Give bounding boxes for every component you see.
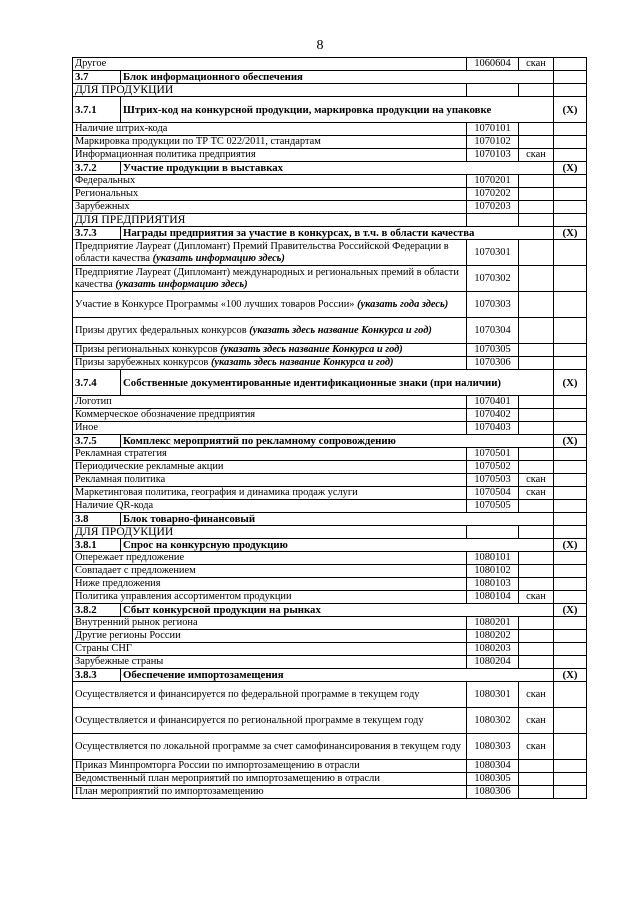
group-header-row	[73, 526, 587, 539]
item-label: Политика управления ассортиментом продукции	[73, 591, 467, 604]
subsection-header-row	[73, 370, 587, 396]
flag-cell	[554, 396, 587, 409]
group-label: ДЛЯ ПРОДУКЦИИ	[73, 526, 467, 539]
scan-cell	[519, 318, 554, 344]
form-table	[72, 57, 587, 799]
item-code: 1070503	[467, 474, 519, 487]
item-code: 1080305	[467, 773, 519, 786]
flag-cell	[554, 214, 587, 227]
scan-cell: скан	[519, 487, 554, 500]
table-row	[73, 409, 587, 422]
item-label: Внутренний рынок региона	[73, 617, 467, 630]
table-row	[73, 58, 587, 71]
flag-cell	[554, 136, 587, 149]
table-row	[73, 461, 587, 474]
flag-cell	[554, 591, 587, 604]
scan-cell	[519, 188, 554, 201]
table-row	[73, 188, 587, 201]
table-row	[73, 656, 587, 669]
scan-cell	[519, 357, 554, 370]
scan-cell: скан	[519, 149, 554, 162]
table-row	[73, 552, 587, 565]
item-code: 1080203	[467, 643, 519, 656]
item-code: 1060604	[467, 58, 519, 71]
table-row	[73, 357, 587, 370]
scan-cell	[519, 643, 554, 656]
table-row	[73, 786, 587, 799]
section-number: 3.7.4	[73, 370, 121, 396]
item-code: 1070501	[467, 448, 519, 461]
applicability-flag: (Х)	[554, 604, 587, 617]
section-number: 3.7	[73, 71, 121, 84]
table-row	[73, 136, 587, 149]
section-header-row	[73, 71, 587, 84]
item-code: 1070502	[467, 461, 519, 474]
table-row	[73, 396, 587, 409]
flag-cell	[554, 422, 587, 435]
item-label: Зарубежных	[73, 201, 467, 214]
flag-cell	[554, 448, 587, 461]
section-number: 3.7.1	[73, 97, 121, 123]
item-code: 1070302	[467, 266, 519, 292]
flag-cell	[554, 474, 587, 487]
scan-cell	[519, 578, 554, 591]
section-title: Спрос на конкурсную продукцию	[121, 539, 554, 552]
flag-cell	[554, 487, 587, 500]
scan-cell	[519, 552, 554, 565]
scan-cell	[519, 123, 554, 136]
section-number: 3.8.1	[73, 539, 121, 552]
section-title: Сбыт конкурсной продукции на рынках	[121, 604, 554, 617]
item-label: Наличие штрих-кода	[73, 123, 467, 136]
item-code: 1070103	[467, 149, 519, 162]
flag-cell	[554, 58, 587, 71]
scan-cell	[519, 292, 554, 318]
item-code: 1070401	[467, 396, 519, 409]
applicability-flag	[554, 71, 587, 84]
table-row	[73, 422, 587, 435]
item-label: Предприятие Лауреат (Дипломант) Премий Правительства Российской Федерации в области качества (указать информацию здесь)	[73, 240, 467, 266]
scan-cell: скан	[519, 708, 554, 734]
item-code: 1080101	[467, 552, 519, 565]
subsection-header-row	[73, 97, 587, 123]
scan-cell	[519, 656, 554, 669]
item-label: Ниже предложения	[73, 578, 467, 591]
subsection-header-row	[73, 604, 587, 617]
table-row	[73, 734, 587, 760]
page-number: 8	[316, 38, 324, 53]
table-row	[73, 474, 587, 487]
item-label: Опережает предложение	[73, 552, 467, 565]
scan-cell: скан	[519, 58, 554, 71]
table-row	[73, 760, 587, 773]
scan-cell	[519, 422, 554, 435]
subsection-header-row	[73, 162, 587, 175]
table-row	[73, 708, 587, 734]
section-header-row	[73, 513, 587, 526]
applicability-flag: (Х)	[554, 227, 587, 240]
flag-cell	[554, 760, 587, 773]
item-code: 1080102	[467, 565, 519, 578]
scan-cell	[519, 617, 554, 630]
scan-cell	[519, 214, 554, 227]
item-label: Осуществляется по локальной программе за счет самофинансирования в текущем году	[73, 734, 467, 760]
item-code: 1070201	[467, 175, 519, 188]
scan-cell	[519, 448, 554, 461]
flag-cell	[554, 617, 587, 630]
table-row	[73, 448, 587, 461]
flag-cell	[554, 201, 587, 214]
flag-cell	[554, 318, 587, 344]
item-label: Рекламная политика	[73, 474, 467, 487]
scan-cell	[519, 396, 554, 409]
applicability-flag	[554, 513, 587, 526]
table-row	[73, 643, 587, 656]
group-label: ДЛЯ ПРЕДПРИЯТИЯ	[73, 214, 467, 227]
item-label: Зарубежные страны	[73, 656, 467, 669]
flag-cell	[554, 552, 587, 565]
table-row	[73, 487, 587, 500]
scan-cell	[519, 344, 554, 357]
applicability-flag: (Х)	[554, 539, 587, 552]
item-code: 1080301	[467, 682, 519, 708]
item-code: 1070403	[467, 422, 519, 435]
section-number: 3.8.2	[73, 604, 121, 617]
group-header-row	[73, 84, 587, 97]
flag-cell	[554, 240, 587, 266]
flag-cell	[554, 578, 587, 591]
item-label: Федеральных	[73, 175, 467, 188]
item-code: 1070202	[467, 188, 519, 201]
table-row	[73, 240, 587, 266]
table-row	[73, 617, 587, 630]
item-code: 1080201	[467, 617, 519, 630]
item-code: 1080202	[467, 630, 519, 643]
item-label: Наличие QR-кода	[73, 500, 467, 513]
scan-cell	[519, 201, 554, 214]
scan-cell	[519, 461, 554, 474]
flag-cell	[554, 357, 587, 370]
scan-cell: скан	[519, 591, 554, 604]
scan-cell	[519, 240, 554, 266]
scan-cell	[519, 84, 554, 97]
section-title: Награды предприятия за участие в конкурсах, в т.ч. в области качества	[121, 227, 554, 240]
item-label: Приказ Минпромторга России по импортозамещению в отрасли	[73, 760, 467, 773]
scan-cell	[519, 500, 554, 513]
scan-cell: скан	[519, 474, 554, 487]
flag-cell	[554, 734, 587, 760]
flag-cell	[554, 682, 587, 708]
section-number: 3.8	[73, 513, 121, 526]
section-title: Комплекс мероприятий по рекламному сопровождению	[121, 435, 554, 448]
section-title: Собственные документированные идентификационные знаки (при наличии)	[121, 370, 554, 396]
item-label: Региональных	[73, 188, 467, 201]
scan-cell	[519, 565, 554, 578]
section-title: Участие продукции в выставках	[121, 162, 554, 175]
item-label: Ведомственный план мероприятий по импортозамещению в отрасли	[73, 773, 467, 786]
table-row	[73, 500, 587, 513]
flag-cell	[554, 149, 587, 162]
section-title: Обеспечение импортозамещения	[121, 669, 554, 682]
table-row	[73, 630, 587, 643]
item-label: Призы региональных конкурсов (указать здесь название Конкурса и год)	[73, 344, 467, 357]
flag-cell	[554, 526, 587, 539]
table-row	[73, 565, 587, 578]
scan-cell	[519, 773, 554, 786]
flag-cell	[554, 409, 587, 422]
table-row	[73, 149, 587, 162]
item-code: 1070303	[467, 292, 519, 318]
table-row	[73, 201, 587, 214]
section-title: Штрих-код на конкурсной продукции, маркировка продукции на упаковке	[121, 97, 554, 123]
flag-cell	[554, 708, 587, 734]
item-code: 1070402	[467, 409, 519, 422]
item-code: 1080303	[467, 734, 519, 760]
section-title: Блок информационного обеспечения	[121, 71, 554, 84]
scan-cell: скан	[519, 682, 554, 708]
flag-cell	[554, 773, 587, 786]
flag-cell	[554, 266, 587, 292]
flag-cell	[554, 175, 587, 188]
subsection-header-row	[73, 539, 587, 552]
flag-cell	[554, 123, 587, 136]
table-row	[73, 591, 587, 604]
flag-cell	[554, 656, 587, 669]
section-title: Блок товарно-финансовый	[121, 513, 554, 526]
item-label: Другое	[73, 58, 467, 71]
table-row	[73, 266, 587, 292]
item-label: Периодические рекламные акции	[73, 461, 467, 474]
subsection-header-row	[73, 227, 587, 240]
item-code: 1080302	[467, 708, 519, 734]
item-label: Призы зарубежных конкурсов (указать здесь название Конкурса и год)	[73, 357, 467, 370]
applicability-flag: (Х)	[554, 370, 587, 396]
item-label: Маркировка продукции по ТР ТС 022/2011, стандартам	[73, 136, 467, 149]
scan-cell: скан	[519, 734, 554, 760]
section-number: 3.8.3	[73, 669, 121, 682]
item-label: Маркетинговая политика, география и динамика продаж услуги	[73, 487, 467, 500]
code-cell	[467, 214, 519, 227]
scan-cell	[519, 175, 554, 188]
table-row	[73, 773, 587, 786]
item-code: 1070101	[467, 123, 519, 136]
item-code: 1070306	[467, 357, 519, 370]
scan-cell	[519, 786, 554, 799]
item-code: 1070301	[467, 240, 519, 266]
flag-cell	[554, 84, 587, 97]
flag-cell	[554, 292, 587, 318]
flag-cell	[554, 500, 587, 513]
flag-cell	[554, 344, 587, 357]
table-row	[73, 292, 587, 318]
item-label: Иное	[73, 422, 467, 435]
item-label: Осуществляется и финансируется по региональной программе в текущем году	[73, 708, 467, 734]
flag-cell	[554, 565, 587, 578]
item-code: 1080304	[467, 760, 519, 773]
item-code: 1070505	[467, 500, 519, 513]
item-label: Предприятие Лауреат (Дипломант) международных и региональных премий в области качества (указать информацию здесь)	[73, 266, 467, 292]
item-label: Коммерческое обозначение предприятия	[73, 409, 467, 422]
item-label: Совпадает с предложением	[73, 565, 467, 578]
applicability-flag: (Х)	[554, 669, 587, 682]
scan-cell	[519, 136, 554, 149]
applicability-flag: (Х)	[554, 435, 587, 448]
flag-cell	[554, 461, 587, 474]
subsection-header-row	[73, 435, 587, 448]
flag-cell	[554, 786, 587, 799]
item-code: 1080204	[467, 656, 519, 669]
item-code: 1070102	[467, 136, 519, 149]
flag-cell	[554, 188, 587, 201]
section-number: 3.7.3	[73, 227, 121, 240]
table-row	[73, 175, 587, 188]
item-code: 1070304	[467, 318, 519, 344]
applicability-flag: (Х)	[554, 97, 587, 123]
item-code: 1080306	[467, 786, 519, 799]
flag-cell	[554, 630, 587, 643]
scan-cell	[519, 630, 554, 643]
flag-cell	[554, 643, 587, 656]
scan-cell	[519, 409, 554, 422]
section-number: 3.7.5	[73, 435, 121, 448]
table-row	[73, 682, 587, 708]
item-label: Страны СНГ	[73, 643, 467, 656]
table-row	[73, 318, 587, 344]
code-cell	[467, 84, 519, 97]
item-label: Другие регионы России	[73, 630, 467, 643]
scan-cell	[519, 526, 554, 539]
item-code: 1080103	[467, 578, 519, 591]
subsection-header-row	[73, 669, 587, 682]
table-row	[73, 344, 587, 357]
item-label: Информационная политика предприятия	[73, 149, 467, 162]
item-code: 1080104	[467, 591, 519, 604]
section-number: 3.7.2	[73, 162, 121, 175]
item-code: 1070203	[467, 201, 519, 214]
code-cell	[467, 526, 519, 539]
item-label: Осуществляется и финансируется по федеральной программе в текущем году	[73, 682, 467, 708]
item-label: План мероприятий по импортозамещению	[73, 786, 467, 799]
item-label: Логотип	[73, 396, 467, 409]
group-label: ДЛЯ ПРОДУКЦИИ	[73, 84, 467, 97]
scan-cell	[519, 760, 554, 773]
table-row	[73, 123, 587, 136]
group-header-row	[73, 214, 587, 227]
scan-cell	[519, 266, 554, 292]
item-label: Призы других федеральных конкурсов (указать здесь название Конкурса и год)	[73, 318, 467, 344]
table-row	[73, 578, 587, 591]
applicability-flag: (Х)	[554, 162, 587, 175]
item-label: Участие в Конкурсе Программы «100 лучших товаров России» (указать года здесь)	[73, 292, 467, 318]
item-code: 1070504	[467, 487, 519, 500]
item-code: 1070305	[467, 344, 519, 357]
item-label: Рекламная стратегия	[73, 448, 467, 461]
